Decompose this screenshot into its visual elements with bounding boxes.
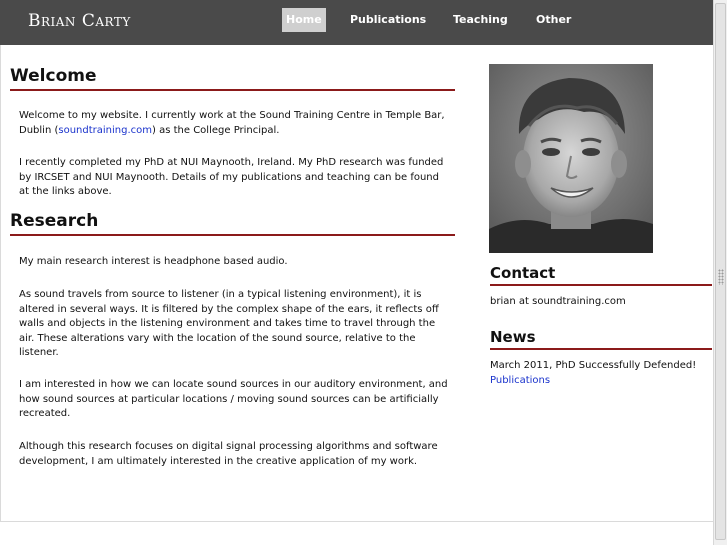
nav-other[interactable]: Other xyxy=(536,13,572,26)
research-paragraph-4: Although this research focuses on digital signal processing algorithms and software development, I am ultimately interested in the creative application of my work. xyxy=(19,441,438,467)
news-publications-link[interactable]: Publications xyxy=(490,374,551,386)
scrollbar-thumb[interactable] xyxy=(715,3,726,540)
nav-teaching[interactable]: Teaching xyxy=(453,13,508,26)
news-item xyxy=(490,359,712,388)
nav-publications[interactable]: Publications xyxy=(350,13,427,26)
news-text: March 2011, PhD Successfully Defended! xyxy=(490,360,697,371)
site-title[interactable]: Brian Carty xyxy=(28,11,131,31)
welcome-paragraph-2: I recently completed my PhD at NUI Maynooth, Ireland. My PhD research was funded by IRCSET and NUI Maynooth. Details of my publications and teaching can be found at the links above. xyxy=(19,157,444,198)
soundtraining-link[interactable]: soundtraining.com xyxy=(58,124,153,136)
research-paragraph-3: I am interested in how we can locate sound sources in our auditory environment, and how sound sources at particular locations / moving sound sources can be artificially recreated. xyxy=(19,379,448,420)
research-heading: Research xyxy=(10,211,455,236)
welcome-heading: Welcome xyxy=(10,66,455,91)
research-paragraph-1: My main research interest is headphone based audio. xyxy=(19,256,288,267)
site-header xyxy=(0,0,713,45)
welcome-paragraph-1 xyxy=(19,109,449,138)
scrollbar-grip-icon xyxy=(718,269,724,285)
news-heading: News xyxy=(490,328,712,350)
welcome-text-start: Welcome to my website. I currently work at the Sound Training Centre in Temple Bar, Dublin ( xyxy=(19,110,445,136)
research-paragraph-2: As sound travels from source to listener (in a typical listening environment), it is altered in several ways. It is filtered by the complex shape of the ears, it reflects off walls and objects in the listening environment and takes time to travel through the air. These alterations vary with the location of the sound source, relative to the listener. xyxy=(19,289,439,359)
profile-photo xyxy=(489,64,653,253)
contact-heading: Contact xyxy=(490,264,712,286)
contact-email: brian at soundtraining.com xyxy=(490,296,626,307)
vertical-scrollbar[interactable] xyxy=(713,0,727,545)
nav-home[interactable]: Home xyxy=(282,8,326,32)
welcome-text-end: ) as the College Principal. xyxy=(152,124,280,136)
